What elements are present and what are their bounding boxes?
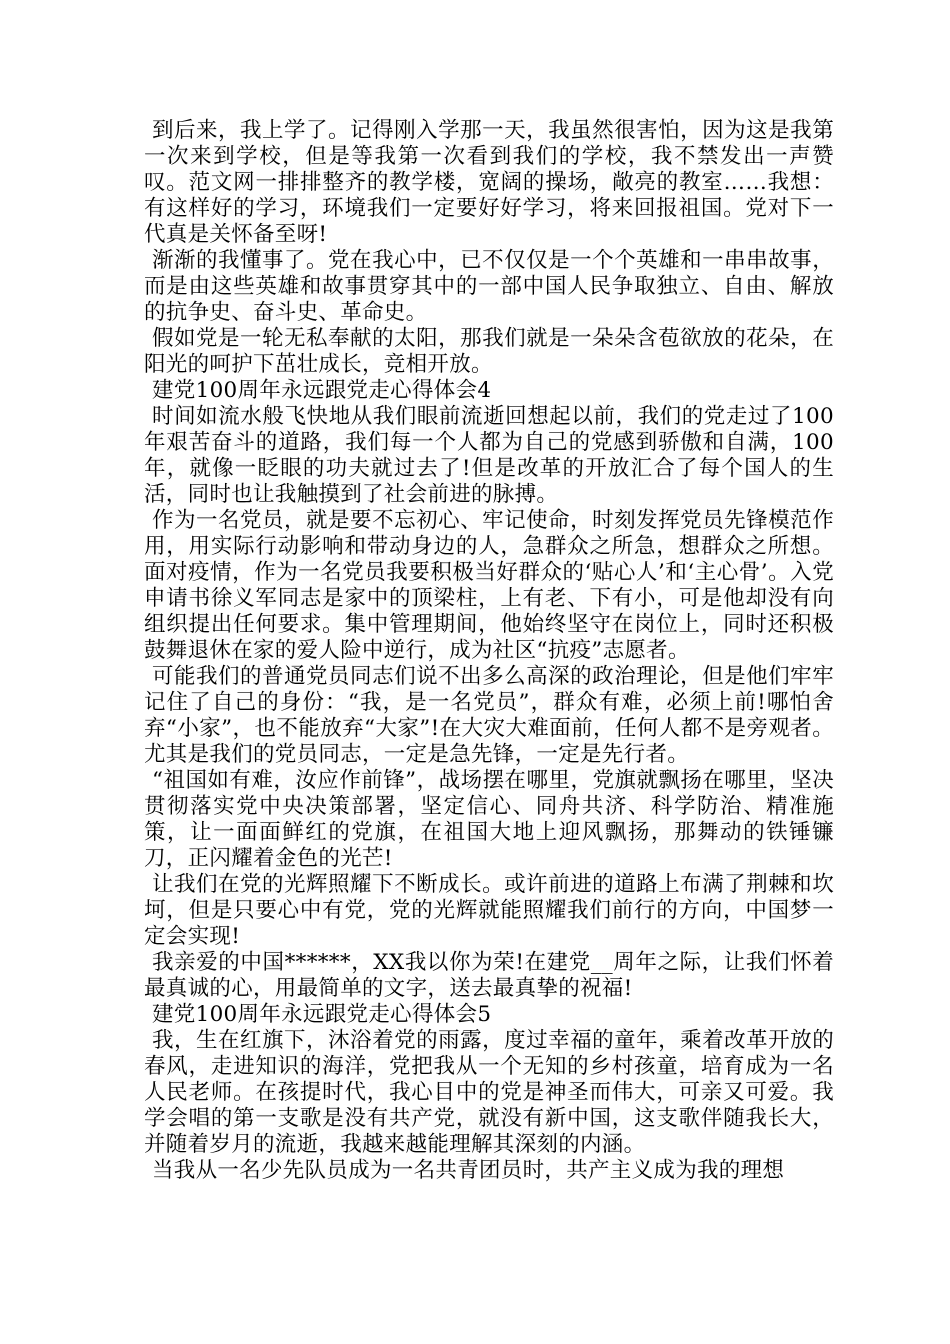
paragraph-11: 当我从一名少先队员成为一名共青团员时，共产主义成为我的理想 bbox=[152, 1158, 785, 1183]
paragraph-7: “祖国如有难，汝应作前锋”，战场摆在哪里，党旗就飘扬在哪里，坚决贯彻落实党中央决策部署，坚定信心、同舟共济、科学防治、精准施策，让一面面鲜红的党旗，在祖国大地上迎风飘扬，那舞动的铁锤镰刀，正闪耀着金色的光芒! bbox=[144, 768, 834, 871]
paragraph-3: 假如党是一轮无私奉献的太阳，那我们就是一朵朵含苞欲放的花朵，在阳光的呵护下茁壮成长，竞相开放。 bbox=[144, 326, 834, 377]
paragraph-5: 作为一名党员，就是要不忘初心、牢记使命，时刻发挥党员先锋模范作用，用实际行动影响和带动身边的人，急群众之所急，想群众之所想。面对疫情，作为一名党员我要积极当好群众的‘贴心人’和‘主心骨’。入党申请书徐义军同志是家中的顶梁柱，上有老、下有小，可是他却没有向组织提出任何要求。集中管理期间，他始终坚守在岗位上，同时还积极鼓舞退休在家的爱人险中逆行，成为社区“抗疫”志愿者。 bbox=[144, 508, 834, 663]
paragraph-10: 我，生在红旗下，沐浴着党的雨露，度过幸福的童年，乘着改革开放的春风，走进知识的海洋，党把我从一个无知的乡村孩童，培育成为一名人民老师。在孩提时代，我心目中的党是神圣而伟大，可亲又可爱。我学会唱的第一支歌是没有共产党，就没有新中国，这支歌伴随我长大，并随着岁月的流逝，我越来越能理解其深刻的内涵。 bbox=[144, 1028, 834, 1157]
paragraph-6: 可能我们的普通党员同志们说不出多么高深的政治理论，但是他们牢牢记住了自己的身份：“我，是一名党员”，群众有难，必须上前!哪怕舍弃“小家”，也不能放弃“大家”!在大灾大难面前，任何人都不是旁观者。尤其是我们的党员同志，一定是急先锋，一定是先行者。 bbox=[144, 664, 834, 767]
section-heading-4: 建党100周年永远跟党走心得体会4 bbox=[152, 378, 492, 403]
paragraph-9: 我亲爱的中国******，XX我以你为荣!在建党__周年之际，让我们怀着最真诚的心，用最简单的文字，送去最真挚的祝福! bbox=[144, 950, 834, 1001]
document-page bbox=[144, 118, 834, 1184]
paragraph-4: 时间如流水般飞快地从我们眼前流逝回想起以前，我们的党走过了100年艰苦奋斗的道路，我们每一个人都为自己的党感到骄傲和自满，100年，就像一眨眼的功夫就过去了!但是改革的开放汇合了每个国人的生活，同时也让我触摸到了社会前进的脉搏。 bbox=[144, 404, 834, 507]
paragraph-1: 到后来，我上学了。记得刚入学那一天，我虽然很害怕，因为这是我第一次来到学校，但是等我第一次看到我们的学校，我不禁发出一声赞叹。范文网一排排整齐的教学楼，宽阔的操场，敞亮的教室……我想：有这样好的学习，环境我们一定要好好学习，将来回报祖国。党对下一代真是关怀备至呀! bbox=[144, 118, 834, 247]
section-heading-5: 建党100周年永远跟党走心得体会5 bbox=[152, 1002, 492, 1027]
paragraph-8: 让我们在党的光辉照耀下不断成长。或许前进的道路上布满了荆棘和坎坷，但是只要心中有党，党的光辉就能照耀我们前行的方向，中国梦一定会实现! bbox=[144, 872, 834, 949]
paragraph-2: 渐渐的我懂事了。党在我心中，已不仅仅是一个个英雄和一串串故事，而是由这些英雄和故事贯穿其中的一部中国人民争取独立、自由、解放的抗争史、奋斗史、革命史。 bbox=[144, 248, 834, 325]
